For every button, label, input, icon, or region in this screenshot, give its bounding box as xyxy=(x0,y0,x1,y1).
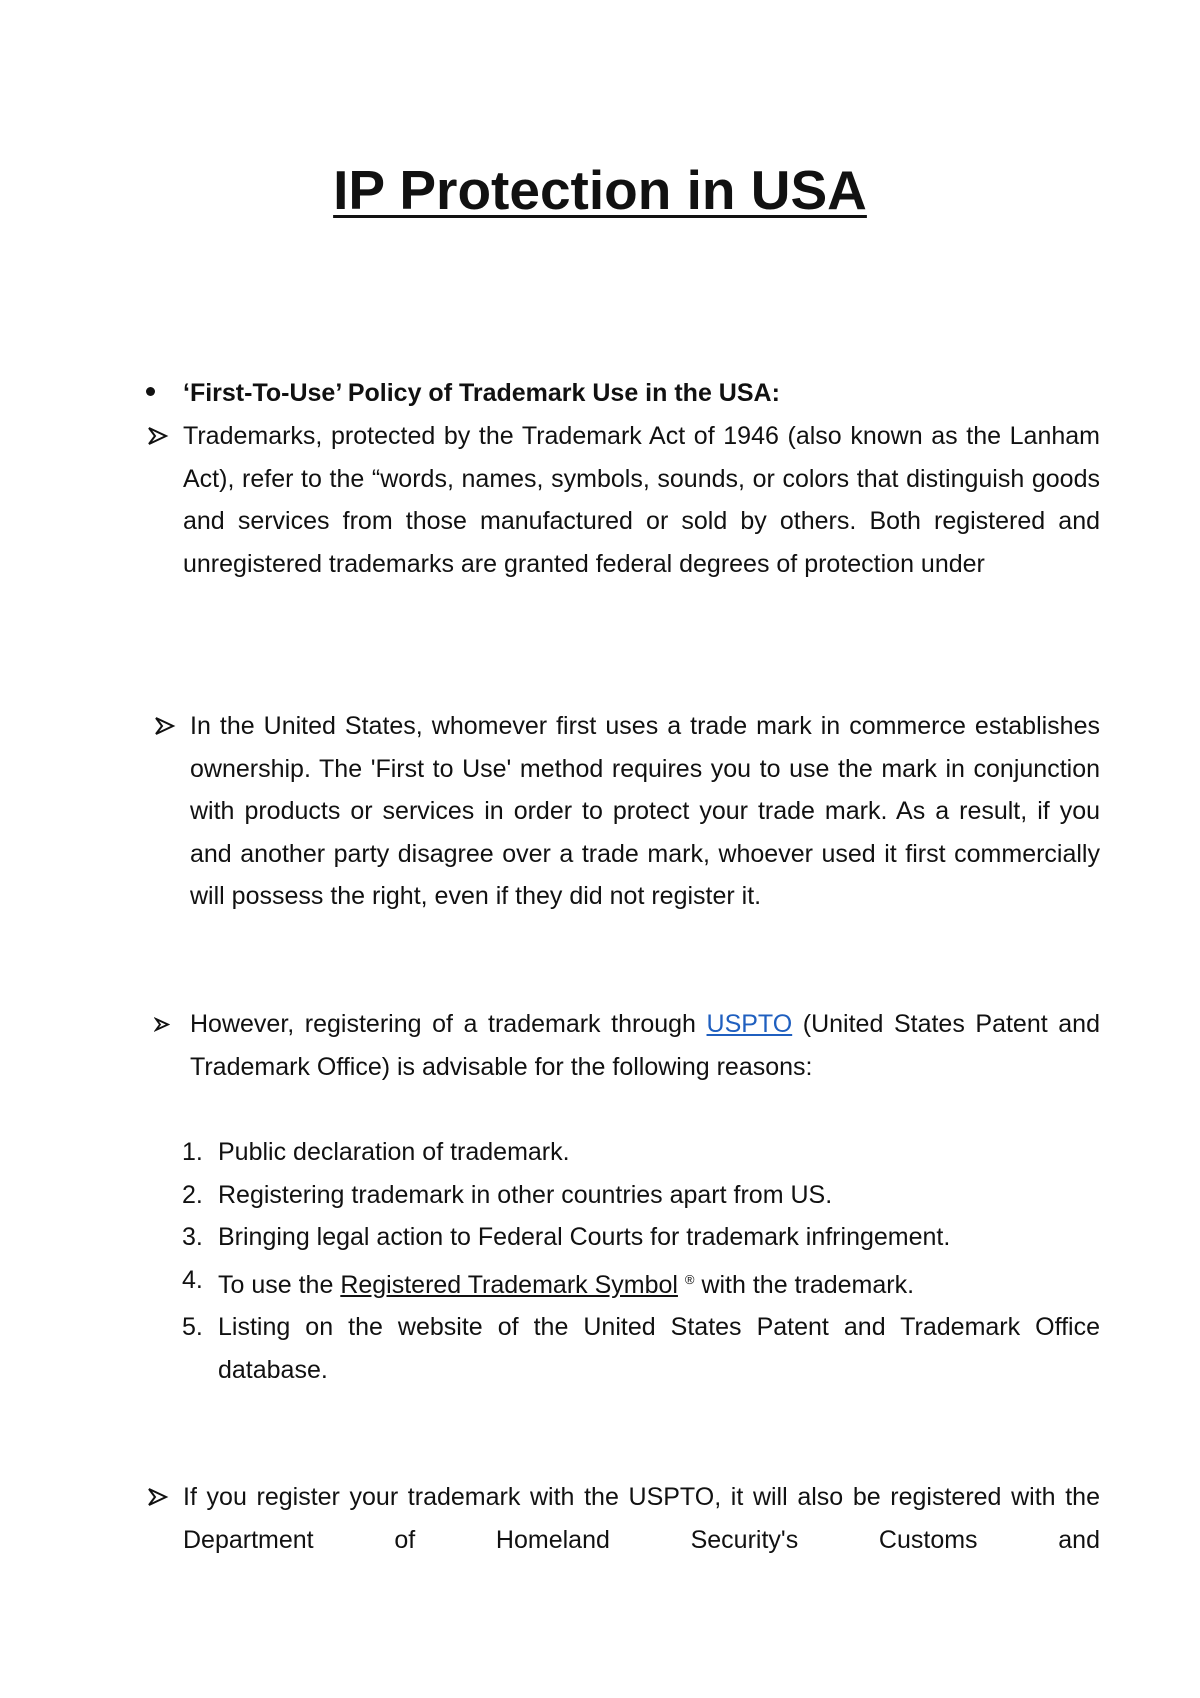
paragraph-first-to-use xyxy=(190,705,1100,918)
uspto-link[interactable]: USPTO xyxy=(706,1010,793,1038)
arrow-bullet-icon xyxy=(154,705,180,747)
bullet-icon xyxy=(146,387,155,396)
list-item xyxy=(182,1306,1100,1391)
list-item-text-before-link: To use the xyxy=(218,1270,341,1299)
list-item-text-after-link: with the trademark. xyxy=(694,1270,915,1299)
list-number: 2. xyxy=(182,1180,203,1209)
list-item-text: Public declaration of trademark. xyxy=(218,1138,570,1166)
arrow-bullet-icon xyxy=(147,415,173,457)
paragraph-customs-registration xyxy=(183,1476,1100,1561)
list-item xyxy=(182,1216,1100,1259)
section-heading-text: ‘First-To-Use’ Policy of Trademark Use in the USA: xyxy=(183,379,780,407)
list-item xyxy=(182,1131,1100,1174)
paragraph-uspto-registration xyxy=(190,1003,1100,1088)
reasons-list xyxy=(182,1131,1100,1392)
list-number: 5. xyxy=(182,1313,203,1342)
paragraph-trademarks xyxy=(183,415,1100,585)
registered-symbol: ® xyxy=(684,1271,695,1287)
list-item-text: Bringing legal action to Federal Courts for trademark infringement. xyxy=(218,1223,951,1252)
section-heading xyxy=(146,372,780,414)
registered-trademark-symbol-link[interactable]: Registered Trademark Symbol xyxy=(340,1270,678,1299)
arrow-bullet-icon xyxy=(154,1003,180,1045)
list-item xyxy=(182,1174,1100,1217)
paragraph-text-after-link: (United States Patent and Trademark Office) is advisable for the following reasons: xyxy=(190,1010,1100,1081)
list-item xyxy=(182,1259,1100,1307)
list-number: 1. xyxy=(182,1138,203,1166)
paragraph-text: In the United States, whomever first uses a trade mark in commerce establishes ownership. The 'First to Use' method requires you to use the mark in conjunction with products or services in order to protect your trade mark. As a result, if you and another party disagree over a trade mark, whoever used it first commercially will possess the right, even if they did not register it. xyxy=(190,712,1100,911)
list-item-text: Listing on the website of the United States Patent and Trademark Office database. xyxy=(218,1313,1100,1384)
page-title: IP Protection in USA xyxy=(333,159,867,221)
paragraph-text: If you register your trademark with the USPTO, it will also be registered with the Department of Homeland Security's Customs and xyxy=(183,1483,1100,1554)
arrow-bullet-icon xyxy=(147,1476,173,1518)
list-item-text: Registering trademark in other countries apart from US. xyxy=(218,1180,833,1209)
list-number: 4. xyxy=(182,1265,203,1294)
paragraph-text-before-link: However, registering of a trademark through xyxy=(190,1010,707,1038)
paragraph-text: Trademarks, protected by the Trademark Act of 1946 (also known as the Lanham Act), refer to the “words, names, symbols, sounds, or colors that distinguish goods and services from those manufactured or sold by others. Both registered and unregistered trademarks are granted federal degrees of protection under xyxy=(183,422,1100,578)
list-number: 3. xyxy=(182,1223,203,1252)
